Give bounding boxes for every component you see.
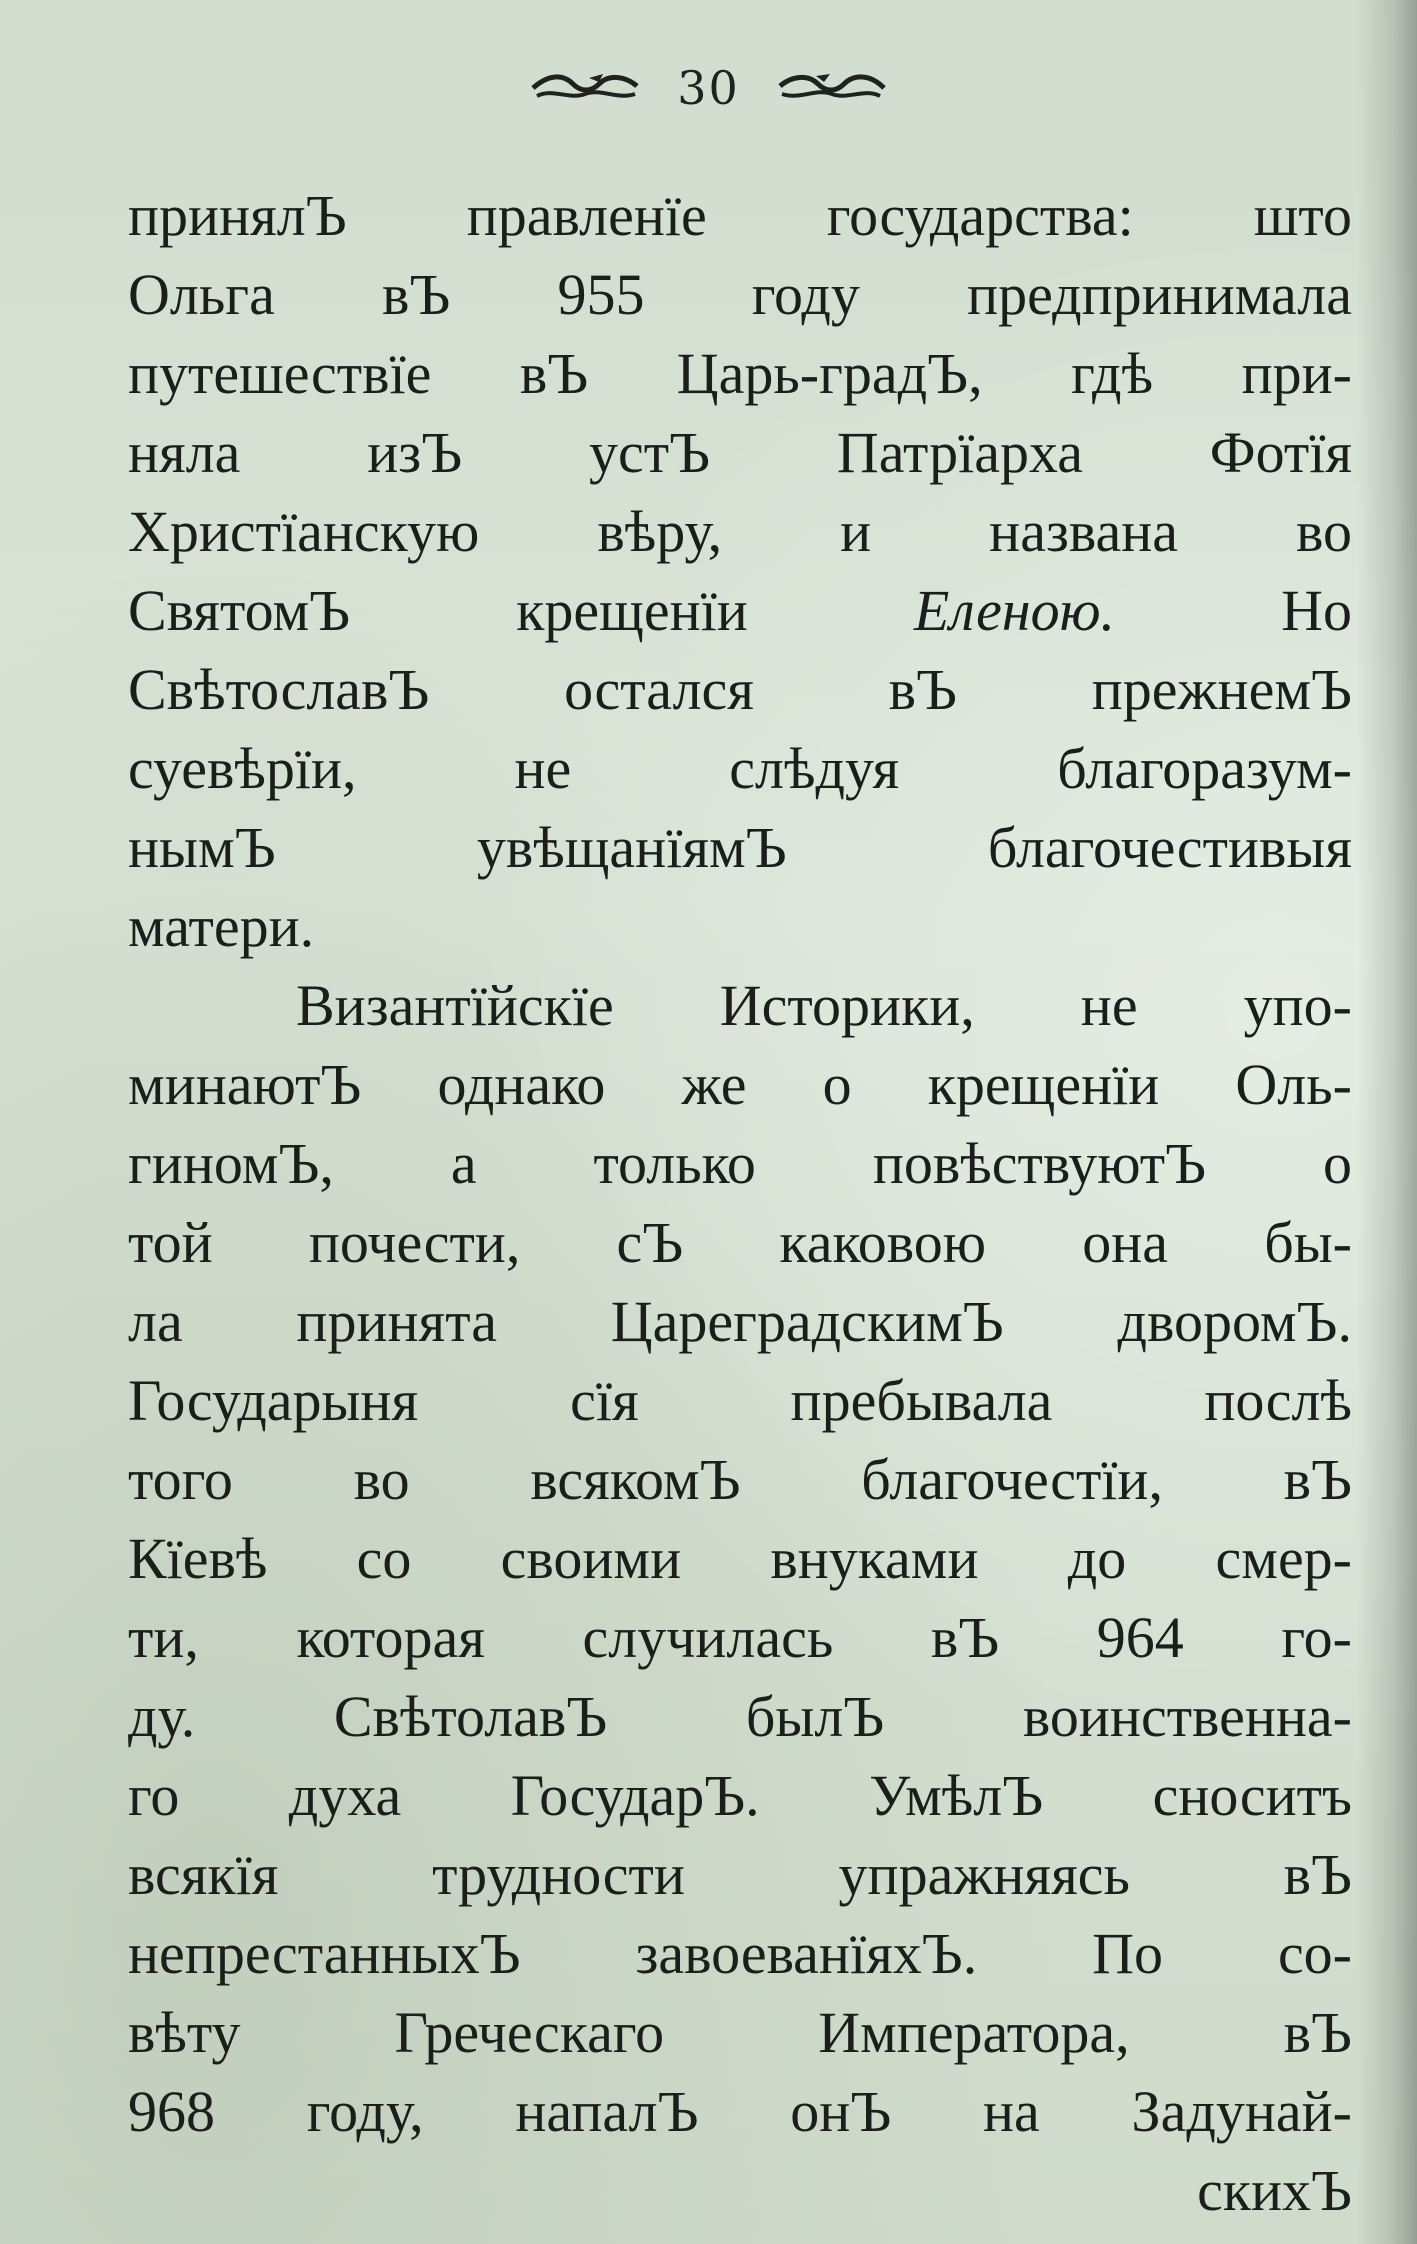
text-line: Кїевѣ со своими внуками до смер- (128, 1526, 1352, 1591)
text-line: непрестанныхЪ завоеванїяхЪ. По со- (128, 1921, 1352, 1986)
text-line: ду. СвѣтолавЪ былЪ воинственна- (128, 1684, 1352, 1749)
text-line: Византїйскїе Историки, не упо- (296, 973, 1352, 1038)
text-line-with-italic (128, 571, 1352, 650)
text-line: нымЪ увѣщанїямЪ благочестивыя (128, 815, 1352, 880)
italic-name: Еленою. (913, 578, 1115, 643)
catchword: скихЪ (1197, 2158, 1352, 2223)
text-line: гиномЪ, а только повѣствуютЪ о (128, 1131, 1352, 1196)
text-line: всякїя трудности упражняясь вЪ (128, 1842, 1352, 1907)
text-segment: Но (1281, 578, 1352, 643)
text-line: няла изЪ устЪ Патрїарха Фотїя (128, 420, 1352, 485)
text-line: Государыня сїя пребывала послѣ (128, 1368, 1352, 1433)
text-line: ти, которая случилась вЪ 964 го- (128, 1605, 1352, 1670)
text-line: го духа ГосударЪ. УмѣлЪ сноситъ (128, 1763, 1352, 1828)
text-line: минаютЪ однако же о крещенїи Оль- (128, 1052, 1352, 1117)
text-line: вѣту Греческаго Императора, вЪ (128, 2000, 1352, 2065)
text-line: того во всякомЪ благочестїи, вЪ (128, 1447, 1352, 1512)
text-line: матери. (128, 894, 315, 959)
scroll-ornament-icon (529, 70, 641, 106)
text-segment: СвятомЪ крещенїи (128, 578, 748, 643)
body-text (128, 176, 1352, 2230)
scroll-ornament-icon (776, 70, 888, 106)
page-header (0, 58, 1417, 118)
text-line: ла принята ЦареградскимЪ дворомЪ. (128, 1289, 1352, 1354)
text-line: той почести, сЪ каковою она бы- (128, 1210, 1352, 1275)
text-line: Христїанскую вѣру, и названа во (128, 499, 1352, 564)
text-line: принялЪ правленїе государства: што (128, 183, 1352, 248)
text-line: СвѣтославЪ остался вЪ прежнемЪ (128, 657, 1352, 722)
text-line: 968 году, напалЪ онЪ на Задунай- (128, 2079, 1352, 2144)
page-number: 30 (677, 61, 740, 115)
gutter-shadow (1357, 0, 1417, 2244)
text-line: путешествїе вЪ Царь-градЪ, гдѣ при- (128, 341, 1352, 406)
text-line: суевѣрїи, не слѣдуя благоразум- (128, 736, 1352, 801)
text-line: Ольга вЪ 955 году предпринимала (128, 262, 1352, 327)
